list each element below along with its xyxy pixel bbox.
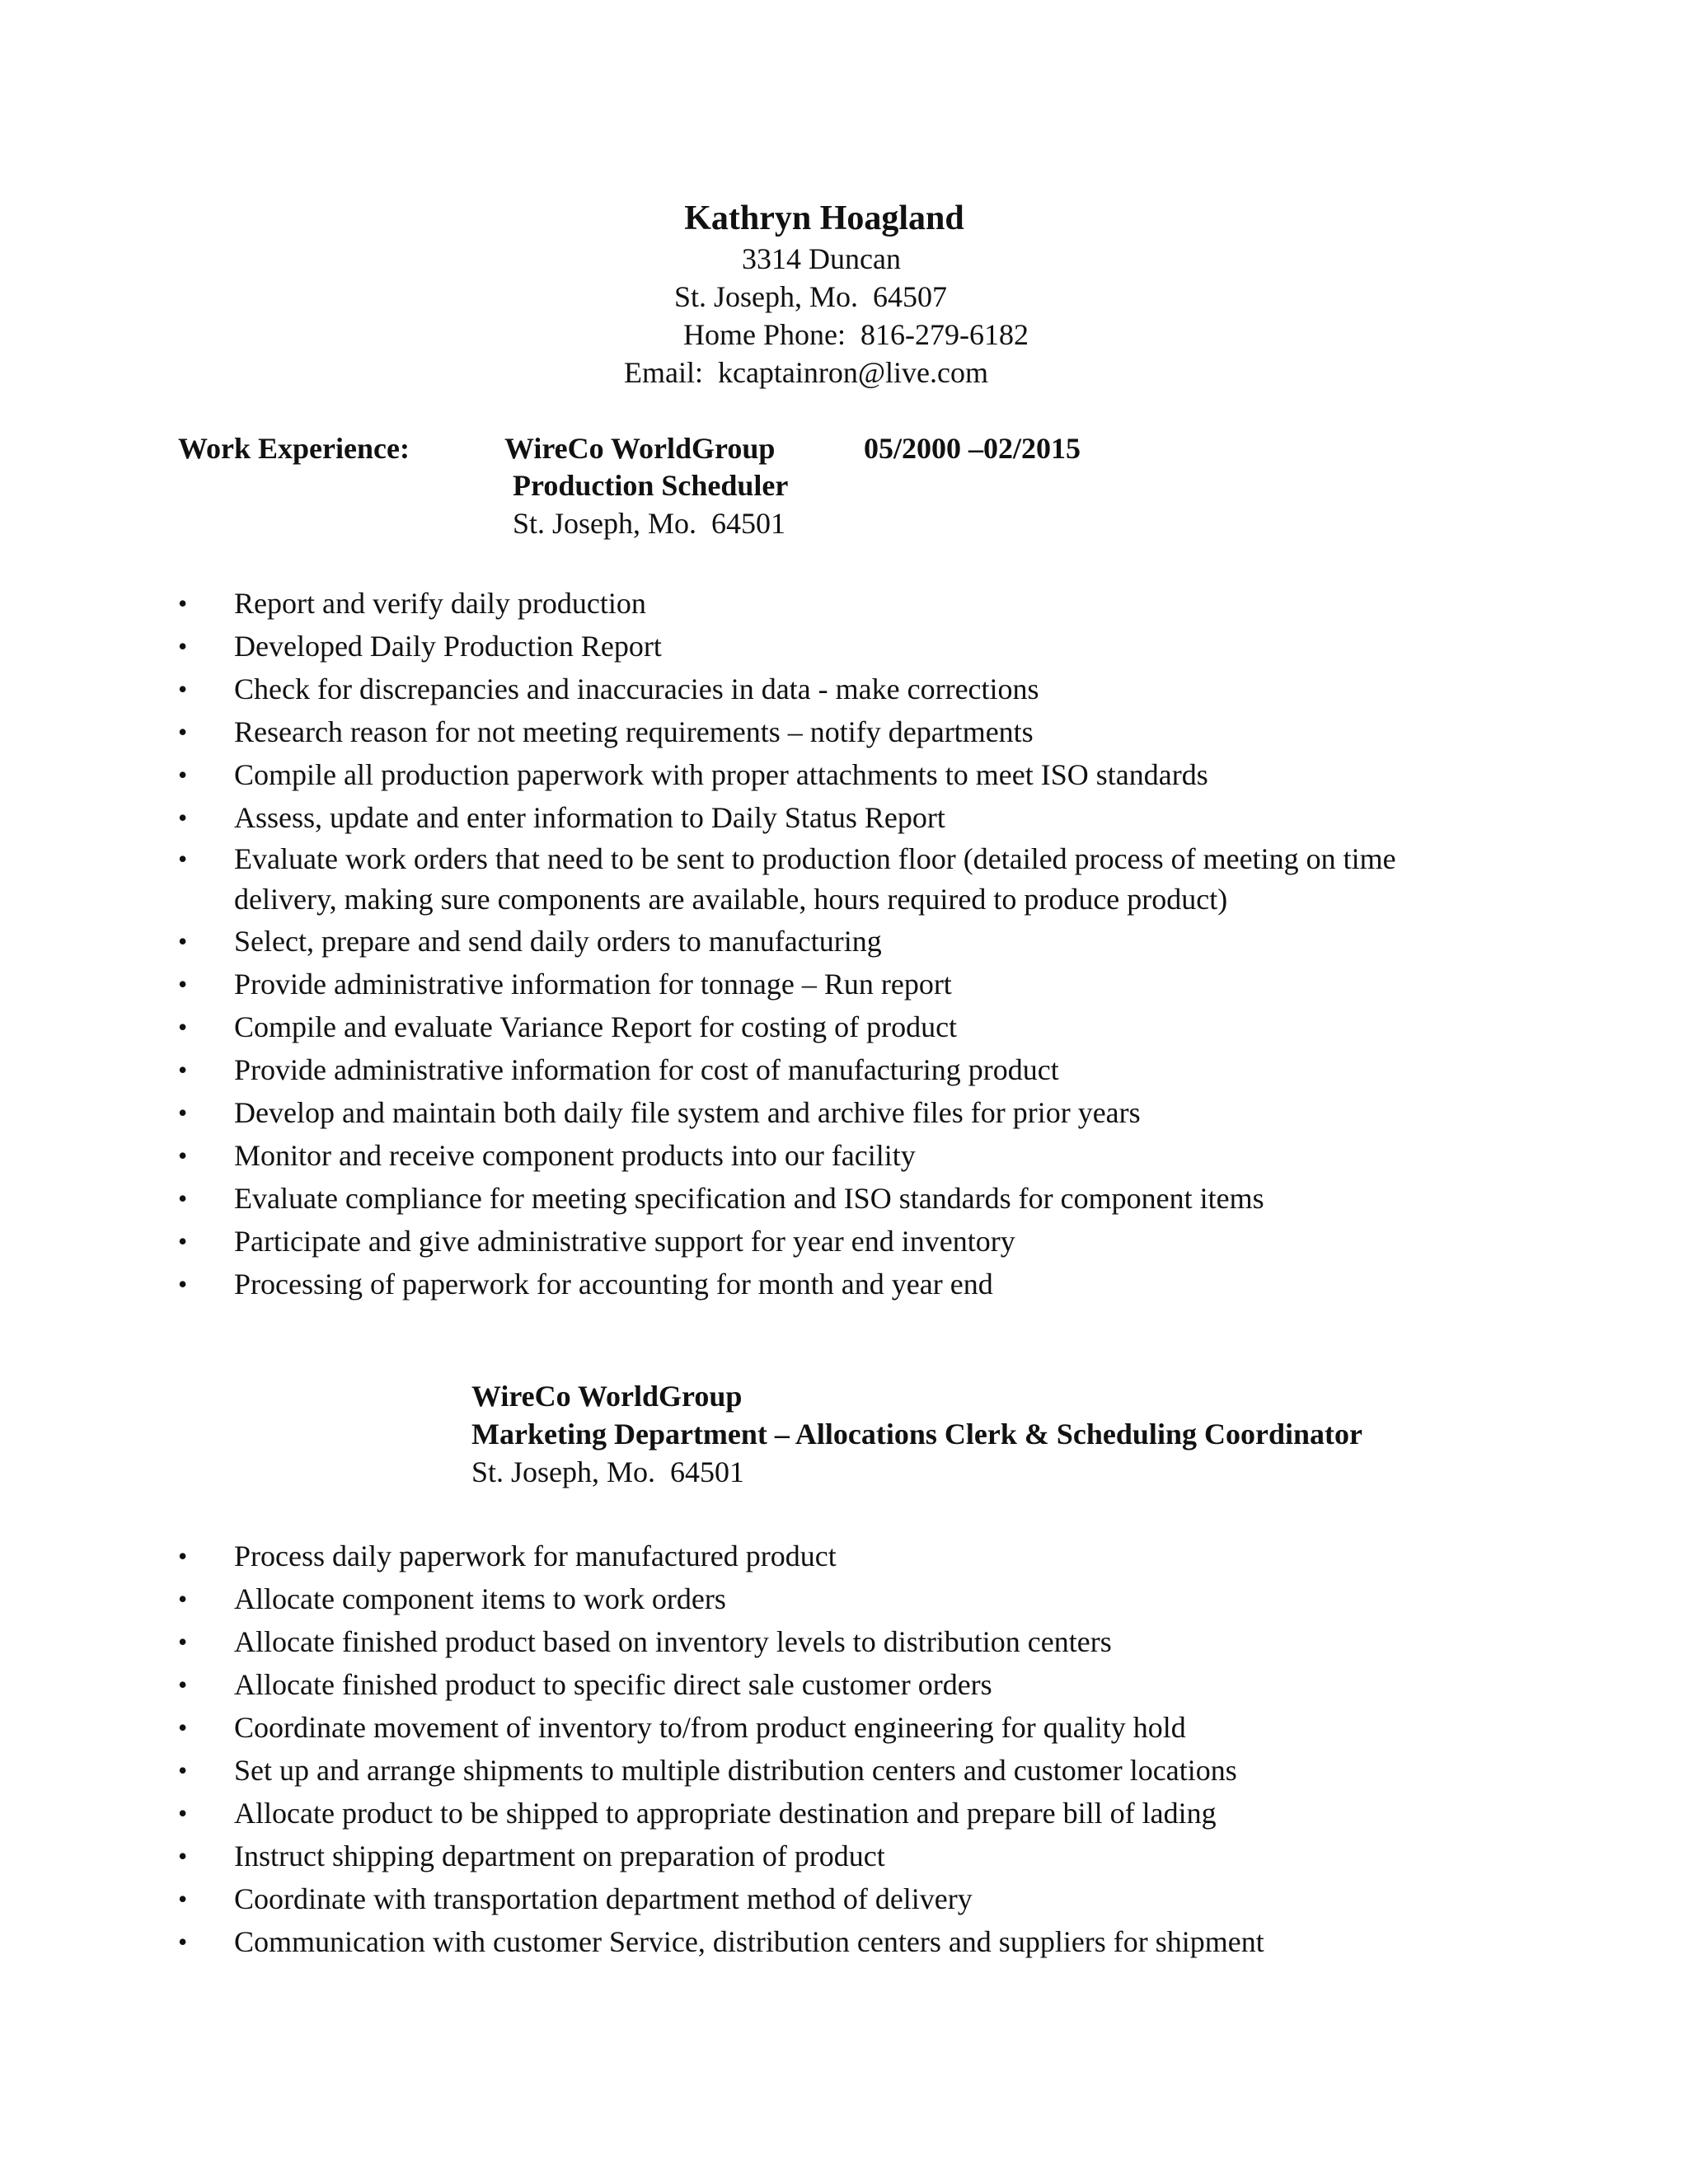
job1-dates: 05/2000 –02/2015 [864, 432, 1081, 465]
address-street: 3314 Duncan [742, 242, 901, 275]
list-item: • Allocate product to be shipped to appropriate destination and prepare bill of lading [178, 1792, 1497, 1835]
email-address: Email: kcaptainron@live.com [624, 356, 989, 389]
list-item: • Coordinate with transportation department method of delivery [178, 1877, 1497, 1920]
bullet-icon: • [178, 1927, 188, 1957]
bullet-icon: • [178, 1541, 188, 1571]
list-item: • Set up and arrange shipments to multiple distribution centers and customer locations [178, 1749, 1497, 1792]
home-phone: Home Phone: 816-279-6182 [683, 318, 1029, 351]
list-item: • Develop and maintain both daily file system and archive files for prior years [178, 1091, 1497, 1134]
list-item: • Coordinate movement of inventory to/from product engineering for quality hold [178, 1706, 1497, 1749]
bullet-icon: • [178, 717, 188, 747]
bullet-icon: • [178, 674, 188, 704]
bullet-icon: • [178, 1884, 188, 1914]
job2-company: WireCo WorldGroup [471, 1380, 743, 1413]
list-item: • Evaluate work orders that need to be sent to production floor (detailed process of meeting on time delivery, making sure components are available, hours required to produce product) [178, 839, 1497, 920]
list-item: • Developed Daily Production Report [178, 625, 1497, 668]
list-item: • Allocate finished product to specific direct sale customer orders [178, 1663, 1497, 1706]
list-item: • Allocate finished product based on inventory levels to distribution centers [178, 1620, 1497, 1663]
list-item: • Compile and evaluate Variance Report for costing of product [178, 1005, 1497, 1048]
list-item: • Process daily paperwork for manufactured product [178, 1535, 1497, 1577]
bullet-icon: • [178, 969, 188, 999]
job1-company: WireCo WorldGroup [504, 432, 776, 465]
list-item: • Instruct shipping department on preparation of product [178, 1835, 1497, 1877]
list-item: • Report and verify daily production [178, 582, 1497, 625]
list-item: • Compile all production paperwork with proper attachments to meet ISO standards [178, 753, 1497, 796]
bullet-icon: • [178, 1584, 188, 1614]
list-item: • Assess, update and enter information to Daily Status Report [178, 796, 1497, 839]
bullet-icon: • [178, 844, 188, 874]
bullet-icon: • [178, 1183, 188, 1213]
list-item: • Allocate component items to work orders [178, 1577, 1497, 1620]
bullet-icon: • [178, 1055, 188, 1085]
bullet-icon: • [178, 588, 188, 618]
bullet-icon: • [178, 1713, 188, 1742]
list-item: • Research reason for not meeting requirements – notify departments [178, 710, 1497, 753]
bullet-icon: • [178, 926, 188, 956]
job2-location: St. Joseph, Mo. 64501 [471, 1455, 745, 1488]
job2-title: Marketing Department – Allocations Clerk & Scheduling Coordinator [471, 1418, 1362, 1451]
list-item: • Processing of paperwork for accounting for month and year end [178, 1263, 1497, 1305]
list-item: • Evaluate compliance for meeting specification and ISO standards for component items [178, 1177, 1497, 1220]
bullet-icon: • [178, 1627, 188, 1657]
list-item: • Monitor and receive component products into our facility [178, 1134, 1497, 1177]
list-item: • Provide administrative information for tonnage – Run report [178, 963, 1497, 1005]
job1-duties-list [178, 582, 1497, 1305]
job1-title: Production Scheduler [513, 469, 789, 502]
list-item: • Communication with customer Service, distribution centers and suppliers for shipment [178, 1920, 1497, 1963]
list-item: • Check for discrepancies and inaccuracies in data - make corrections [178, 668, 1497, 710]
list-item: • Participate and give administrative support for year end inventory [178, 1220, 1497, 1263]
address-city: St. Joseph, Mo. 64507 [674, 280, 948, 313]
list-item: • Provide administrative information for cost of manufacturing product [178, 1048, 1497, 1091]
job2-duties-list [178, 1535, 1497, 1963]
list-item: • Select, prepare and send daily orders to manufacturing [178, 920, 1497, 963]
bullet-icon: • [178, 1755, 188, 1785]
bullet-icon: • [178, 1141, 188, 1170]
bullet-icon: • [178, 1841, 188, 1871]
bullet-icon: • [178, 1226, 188, 1256]
bullet-icon: • [178, 1098, 188, 1127]
bullet-icon: • [178, 1269, 188, 1299]
bullet-icon: • [178, 803, 188, 832]
bullet-icon: • [178, 1012, 188, 1042]
work-experience-label: Work Experience: [178, 432, 410, 465]
bullet-icon: • [178, 760, 188, 790]
bullet-icon: • [178, 631, 188, 661]
applicant-name: Kathryn Hoagland [684, 199, 964, 237]
bullet-icon: • [178, 1670, 188, 1699]
job1-location: St. Joseph, Mo. 64501 [513, 507, 786, 540]
bullet-icon: • [178, 1798, 188, 1828]
